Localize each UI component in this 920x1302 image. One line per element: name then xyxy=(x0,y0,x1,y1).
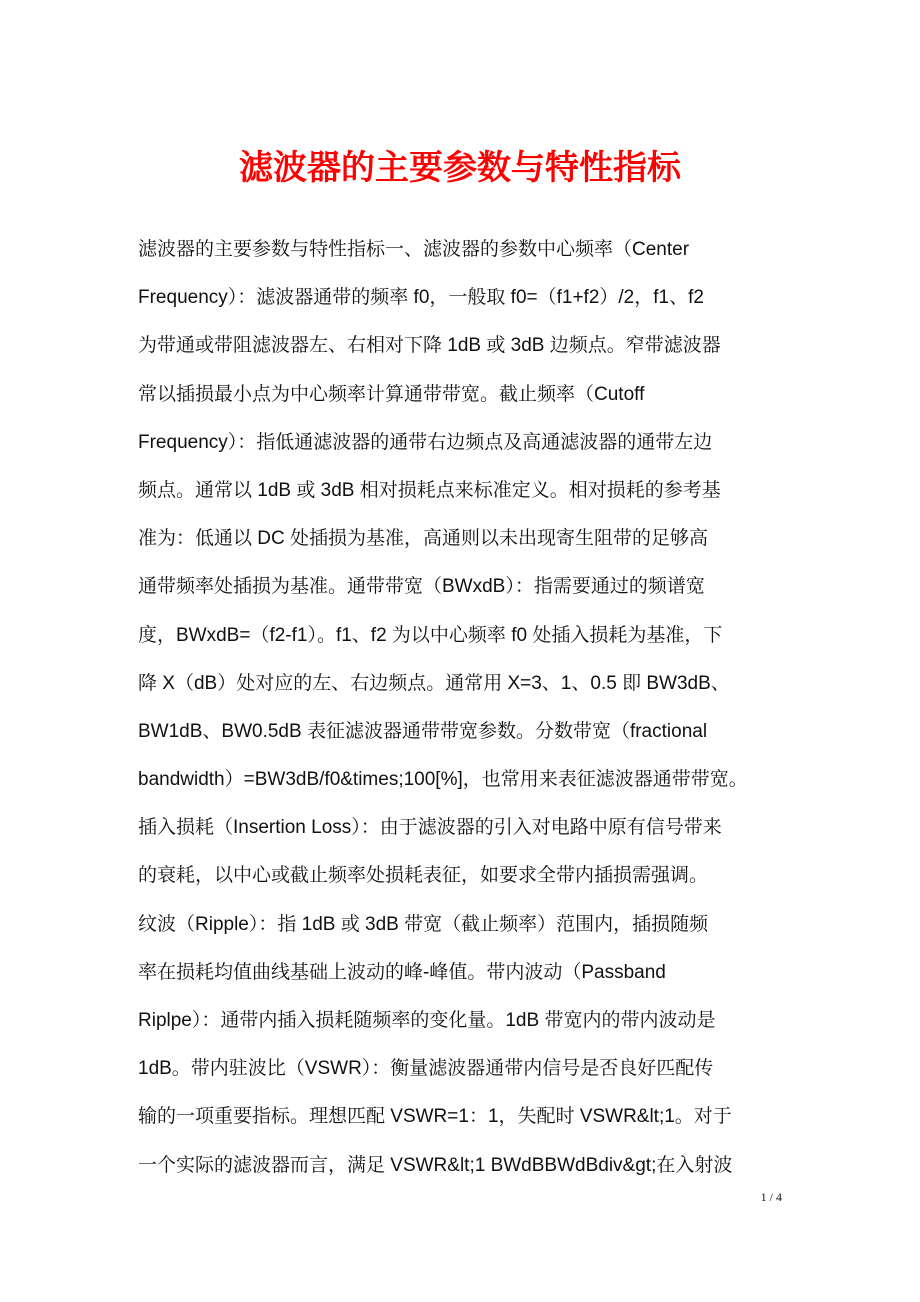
text-line: 通带频率处插损为基准。通带带宽（BWxdB）：指需要通过的频谱宽 xyxy=(138,576,705,598)
text-line: Frequency）：指低通滤波器的通带右边频点及高通滤波器的通带左边 xyxy=(138,431,713,453)
text-line: 为带通或带阻滤波器左、右相对下降 1dB 或 3dB 边频点。窄带滤波器 xyxy=(138,335,721,357)
text-line: 度，BWxdB=（f2-f1）。f1、f2 为以中心频率 f0 处插入损耗为基准，下 xyxy=(138,624,723,646)
text-line: 率在损耗均值曲线基础上波动的峰-峰值。带内波动（Passband xyxy=(138,961,666,983)
text-line: bandwidth）=BW3dB/f0&times;100[%]，也常用来表征滤波器通带带宽。 xyxy=(138,769,748,791)
text-line: 纹波（Ripple）：指 1dB 或 3dB 带宽（截止频率）范围内，插损随频 xyxy=(138,913,709,935)
text-line: 一个实际的滤波器而言，满足 VSWR&lt;1 BWdBBWdBdiv&gt;在入射波 xyxy=(138,1154,733,1176)
text-line: 频点。通常以 1dB 或 3dB 相对损耗点来标准定义。相对损耗的参考基 xyxy=(138,479,721,501)
text-line: 滤波器的主要参数与特性指标一、滤波器的参数中心频率（Center xyxy=(138,239,690,260)
text-line: 插入损耗（Insertion Loss）：由于滤波器的引入对电路中原有信号带来 xyxy=(138,817,722,839)
text-line: 1dB。带内驻波比（VSWR）：衡量滤波器通带内信号是否良好匹配传 xyxy=(138,1058,714,1080)
text-line: 常以插损最小点为中心频率计算通带带宽。截止频率（Cutoff xyxy=(138,383,645,405)
document-title: 滤波器的主要参数与特性指标 xyxy=(239,148,681,188)
text-line: 准为：低通以 DC 处插损为基准，高通则以未出现寄生阻带的足够高 xyxy=(138,528,709,550)
body-paragraph xyxy=(138,226,788,1190)
text-line: Riplpe）：通带内插入损耗随频率的变化量。1dB 带宽内的带内波动是 xyxy=(138,1010,716,1031)
text-line: 的衰耗，以中心或截止频率处损耗表征，如要求全带内插损需强调。 xyxy=(138,865,709,887)
text-line: BW1dB、BW0.5dB 表征滤波器通带带宽参数。分数带宽（fractional xyxy=(138,720,708,742)
text-line: Frequency）：滤波器通带的频率 f0，一般取 f0=（f1+f2）/2，f1、f2 xyxy=(138,287,704,309)
text-line: 降 X（dB）处对应的左、右边频点。通常用 X=3、1、0.5 即 BW3dB、 xyxy=(138,672,730,694)
page-number: 1 / 4 xyxy=(760,1190,782,1204)
text-line: 输的一项重要指标。理想匹配 VSWR=1：1，失配时 VSWR&lt;1。对于 xyxy=(138,1106,732,1128)
